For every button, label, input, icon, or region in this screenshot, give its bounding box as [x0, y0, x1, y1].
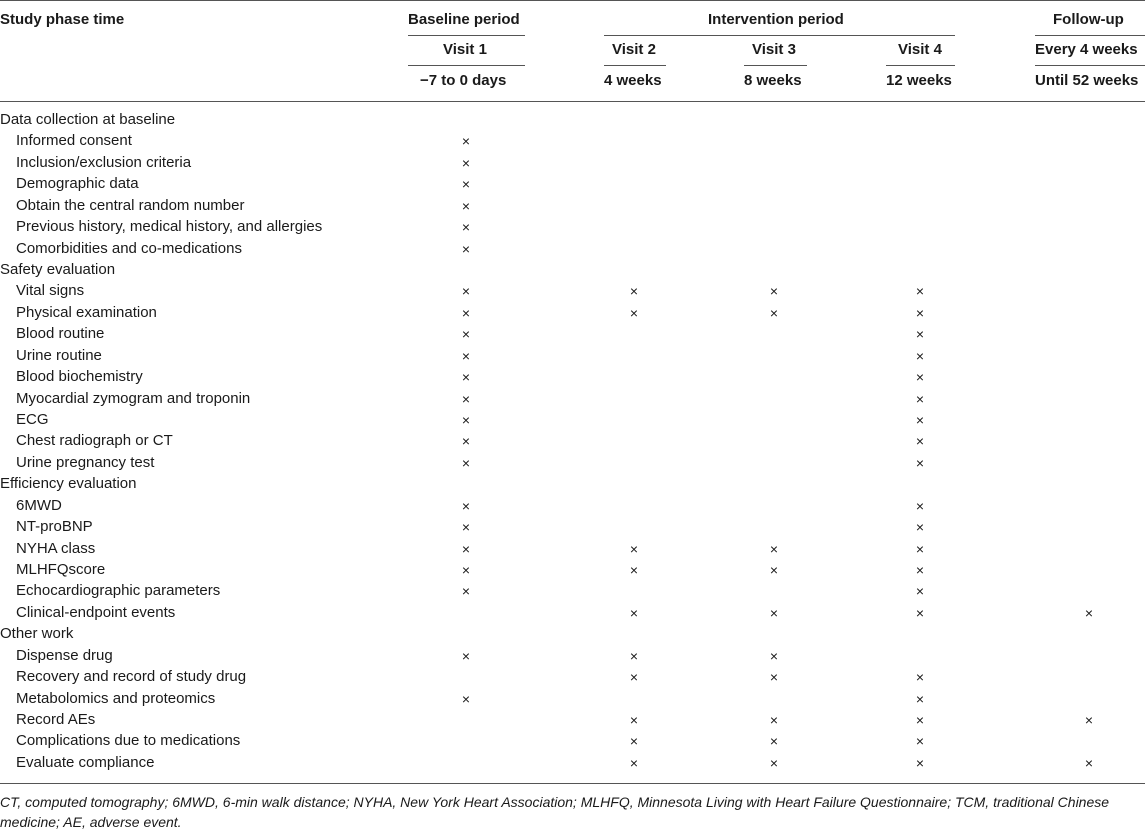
header-intervention-period: Intervention period: [708, 11, 844, 28]
check-mark-col-4: ×: [915, 755, 925, 771]
check-mark-col-4: ×: [915, 541, 925, 557]
section-label: Data collection at baseline: [0, 111, 176, 128]
check-mark-col-4: ×: [915, 562, 925, 578]
check-mark-col-4: ×: [915, 691, 925, 707]
table-bottom-rule: [0, 783, 1145, 784]
check-mark-col-4: ×: [915, 519, 925, 535]
check-mark-col-3: ×: [769, 283, 779, 299]
row-label: Obtain the central random number: [16, 197, 245, 214]
header-visit-4: Visit 4: [898, 41, 942, 58]
check-mark-col-4: ×: [915, 305, 925, 321]
row-label: 6MWD: [16, 497, 62, 514]
row-label: Echocardiographic parameters: [16, 582, 221, 599]
check-mark-col-1: ×: [461, 155, 471, 171]
section-label: Other work: [0, 625, 74, 642]
check-mark-col-4: ×: [915, 583, 925, 599]
check-mark-col-1: ×: [461, 433, 471, 449]
check-mark-col-3: ×: [769, 305, 779, 321]
row-label: Previous history, medical history, and allergies: [16, 218, 323, 235]
check-mark-col-1: ×: [461, 562, 471, 578]
check-mark-col-5: ×: [1084, 755, 1094, 771]
check-mark-col-5: ×: [1084, 605, 1094, 621]
check-mark-col-3: ×: [769, 733, 779, 749]
header-bottom-rule: [0, 101, 1145, 102]
header-every-4-weeks: Every 4 weeks: [1035, 41, 1138, 58]
check-mark-col-2: ×: [629, 733, 639, 749]
check-mark-col-3: ×: [769, 712, 779, 728]
check-mark-col-4: ×: [915, 369, 925, 385]
check-mark-col-1: ×: [461, 583, 471, 599]
check-mark-col-1: ×: [461, 691, 471, 707]
check-mark-col-4: ×: [915, 455, 925, 471]
check-mark-col-1: ×: [461, 283, 471, 299]
check-mark-col-1: ×: [461, 241, 471, 257]
check-mark-col-4: ×: [915, 433, 925, 449]
row-label: Chest radiograph or CT: [16, 432, 173, 449]
visit-1-rule: [408, 65, 525, 66]
row-label: Metabolomics and proteomics: [16, 690, 216, 707]
row-label: Dispense drug: [16, 647, 113, 664]
check-mark-col-2: ×: [629, 755, 639, 771]
row-label: Evaluate compliance: [16, 754, 155, 771]
table-footnote: CT, computed tomography; 6MWD, 6-min walk distance; NYHA, New York Heart Association; MLHFQ, Minnesota Living with Heart Failure Questionnaire; TCM, traditional Chinese medicine; AE, adverse event.: [0, 794, 1110, 830]
check-mark-col-2: ×: [629, 712, 639, 728]
check-mark-col-4: ×: [915, 605, 925, 621]
check-mark-col-1: ×: [461, 498, 471, 514]
row-label: Record AEs: [16, 711, 96, 728]
check-mark-col-1: ×: [461, 541, 471, 557]
check-mark-col-4: ×: [915, 733, 925, 749]
check-mark-col-2: ×: [629, 648, 639, 664]
check-mark-col-4: ×: [915, 669, 925, 685]
header-time-visit-3: 8 weeks: [744, 72, 802, 89]
check-mark-col-1: ×: [461, 391, 471, 407]
row-label: Physical examination: [16, 304, 157, 321]
header-time-followup: Until 52 weeks: [1035, 72, 1139, 89]
check-mark-col-1: ×: [461, 133, 471, 149]
check-mark-col-4: ×: [915, 498, 925, 514]
check-mark-col-2: ×: [629, 605, 639, 621]
header-baseline-period: Baseline period: [408, 11, 520, 28]
check-mark-col-1: ×: [461, 219, 471, 235]
header-time-visit-2: 4 weeks: [604, 72, 662, 89]
header-visit-1: Visit 1: [443, 41, 487, 58]
section-label: Safety evaluation: [0, 261, 116, 278]
check-mark-col-3: ×: [769, 669, 779, 685]
header-visit-2: Visit 2: [612, 41, 656, 58]
check-mark-col-1: ×: [461, 348, 471, 364]
check-mark-col-1: ×: [461, 198, 471, 214]
check-mark-col-4: ×: [915, 283, 925, 299]
row-label: Inclusion/exclusion criteria: [16, 154, 192, 171]
header-follow-up: Follow-up: [1053, 11, 1124, 28]
row-label: NYHA class: [16, 540, 96, 557]
row-label: Clinical-endpoint events: [16, 604, 176, 621]
check-mark-col-1: ×: [461, 326, 471, 342]
row-label: Informed consent: [16, 132, 132, 149]
baseline-group-rule: [408, 35, 525, 36]
visit-4-rule: [886, 65, 955, 66]
row-label: Recovery and record of study drug: [16, 668, 247, 685]
check-mark-col-3: ×: [769, 562, 779, 578]
header-time-visit-4: 12 weeks: [886, 72, 952, 89]
header-visit-3: Visit 3: [752, 41, 796, 58]
row-label: Vital signs: [16, 282, 85, 299]
intervention-group-rule: [604, 35, 955, 36]
check-mark-col-2: ×: [629, 305, 639, 321]
visit-2-rule: [604, 65, 666, 66]
check-mark-col-2: ×: [629, 283, 639, 299]
row-label: Myocardial zymogram and troponin: [16, 390, 251, 407]
check-mark-col-4: ×: [915, 412, 925, 428]
row-label: MLHFQscore: [16, 561, 106, 578]
followup-rule: [1035, 65, 1145, 66]
check-mark-col-3: ×: [769, 755, 779, 771]
row-label: Urine routine: [16, 347, 102, 364]
check-mark-col-3: ×: [769, 541, 779, 557]
check-mark-col-2: ×: [629, 541, 639, 557]
check-mark-col-4: ×: [915, 391, 925, 407]
check-mark-col-5: ×: [1084, 712, 1094, 728]
check-mark-col-1: ×: [461, 412, 471, 428]
check-mark-col-3: ×: [769, 648, 779, 664]
row-label: Blood routine: [16, 325, 105, 342]
check-mark-col-2: ×: [629, 562, 639, 578]
row-label: ECG: [16, 411, 49, 428]
check-mark-col-3: ×: [769, 605, 779, 621]
header-study-phase-time: Study phase time: [0, 11, 125, 28]
row-label: Comorbidities and co-medications: [16, 240, 242, 257]
followup-group-rule: [1035, 35, 1145, 36]
check-mark-col-1: ×: [461, 455, 471, 471]
header-time-visit-1: −7 to 0 days: [420, 72, 507, 89]
check-mark-col-1: ×: [461, 369, 471, 385]
check-mark-col-2: ×: [629, 669, 639, 685]
check-mark-col-4: ×: [915, 712, 925, 728]
section-label: Efficiency evaluation: [0, 475, 137, 492]
row-label: Demographic data: [16, 175, 139, 192]
row-label: Urine pregnancy test: [16, 454, 155, 471]
check-mark-col-1: ×: [461, 648, 471, 664]
row-label: Complications due to medications: [16, 732, 241, 749]
check-mark-col-1: ×: [461, 305, 471, 321]
check-mark-col-1: ×: [461, 519, 471, 535]
table-top-rule: [0, 0, 1145, 1]
check-mark-col-4: ×: [915, 326, 925, 342]
check-mark-col-1: ×: [461, 176, 471, 192]
row-label: NT-proBNP: [16, 518, 93, 535]
row-label: Blood biochemistry: [16, 368, 143, 385]
check-mark-col-4: ×: [915, 348, 925, 364]
visit-3-rule: [744, 65, 807, 66]
